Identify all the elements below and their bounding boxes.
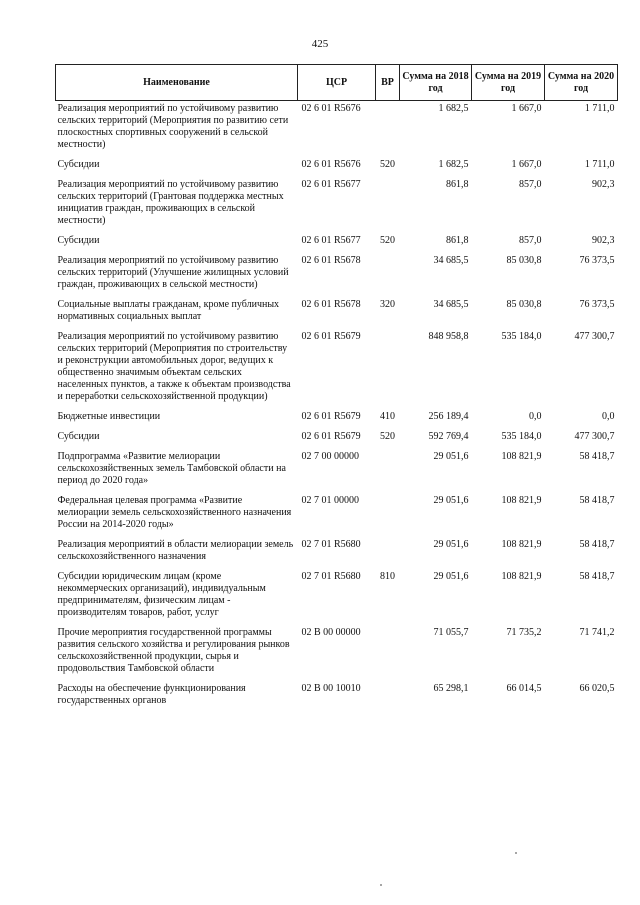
cell-2019: 108 821,9 [501,451,542,462]
cell-vr [376,253,400,297]
cell-2018: 29 051,6 [433,451,469,462]
cell-2020: 58 418,7 [579,451,615,462]
table-row [56,569,618,625]
cell-2018: 861,8 [446,235,469,246]
cell-name: Реализация мероприятий по устойчивому развитию сельских территорий (Мероприятия по развитию сети плоскостных спортивных сооружений в сельской местности) [57,103,289,150]
cell-2020: 477 300,7 [574,431,615,442]
cell-vr: 410 [380,411,395,422]
table-row [56,625,618,681]
cell-vr [376,681,400,713]
cell-2020: 76 373,5 [579,299,615,310]
table-row [56,537,618,569]
cell-2020: 477 300,7 [574,331,615,342]
cell-2019: 857,0 [519,235,542,246]
cell-csr: 02 6 01 R5677 [301,179,361,190]
cell-2018: 861,8 [446,179,469,190]
header-2018: Сумма на 2018 год [400,65,472,101]
cell-csr: 02 6 01 R5678 [301,299,361,310]
cell-2020: 66 020,5 [579,683,615,694]
cell-name: Реализация мероприятий в области мелиорации земель сельскохозяйственного назначения [57,539,294,562]
cell-name: Реализация мероприятий по устойчивому развитию сельских территорий (Мероприятия по строительству и реконструкции автомобильных дорог, ведущих к общественно значимым объектам сельских населенных пунктов, а также к объектам производства и переработки сельскохозяйственной продукции) [57,331,291,402]
cell-2018: 71 055,7 [433,627,469,638]
table-row [56,177,618,233]
cell-2019: 0,0 [529,411,542,422]
cell-2020: 71 741,2 [579,627,615,638]
cell-csr: 02 В 00 10010 [301,683,361,694]
cell-2020: 0,0 [602,411,615,422]
table-row [56,157,618,177]
header-name: Наименование [56,65,298,101]
cell-name: Бюджетные инвестиции [57,411,161,422]
cell-name: Субсидии [57,235,100,246]
cell-2018: 34 685,5 [433,299,469,310]
cell-2019: 85 030,8 [506,299,542,310]
cell-2020: 58 418,7 [579,539,615,550]
table-body [56,101,618,714]
cell-2020: 58 418,7 [579,495,615,506]
cell-csr: 02 6 01 R5679 [301,331,361,342]
cell-vr [376,537,400,569]
cell-2019: 1 667,0 [511,159,542,170]
cell-csr: 02 6 01 R5677 [301,235,361,246]
cell-2018: 256 189,4 [428,411,469,422]
cell-2019: 108 821,9 [501,539,542,550]
table-row [56,329,618,409]
cell-name: Реализация мероприятий по устойчивому развитию сельских территорий (Грантовая поддержка местных инициатив граждан, проживающих в сельской местности) [57,179,284,226]
scan-speck [515,852,517,854]
cell-csr: 02 7 01 R5680 [301,539,361,550]
cell-csr: 02 6 01 R5676 [301,159,361,170]
table-row [56,409,618,429]
cell-2019: 535 184,0 [501,331,542,342]
cell-2018: 34 685,5 [433,255,469,266]
cell-vr [376,493,400,537]
table-row [56,449,618,493]
cell-name: Реализация мероприятий по устойчивому развитию сельских территорий (Улучшение жилищных условий граждан, проживающих в сельской местности) [57,255,289,290]
cell-2020: 1 711,0 [584,159,615,170]
cell-2018: 29 051,6 [433,495,469,506]
cell-2018: 29 051,6 [433,539,469,550]
cell-csr: 02 6 01 R5676 [301,103,361,114]
page-number: 425 [311,38,329,50]
table-header [56,65,618,101]
table-row [56,429,618,449]
table-row [56,493,618,537]
cell-2018: 1 682,5 [438,103,469,114]
cell-2020: 58 418,7 [579,571,615,582]
cell-csr: 02 6 01 R5679 [301,411,361,422]
header-csr: ЦСР [298,65,376,101]
header-2019: Сумма на 2019 год [472,65,545,101]
cell-2020: 902,3 [592,235,615,246]
table-row [56,101,618,158]
header-2020: Сумма на 2020 год [545,65,618,101]
cell-vr [376,449,400,493]
cell-name: Расходы на обеспечение функционирования государственных органов [57,683,246,706]
cell-name: Прочие мероприятия государственной программы развития сельского хозяйства и регулирования рынков сельскохозяйственной продукции, сырья и продовольствия Тамбовской области [57,627,290,674]
cell-2018: 65 298,1 [433,683,469,694]
cell-2019: 857,0 [519,179,542,190]
cell-2018: 1 682,5 [438,159,469,170]
cell-vr: 520 [380,431,395,442]
cell-2018: 592 769,4 [428,431,469,442]
budget-table [55,64,618,713]
cell-vr [376,625,400,681]
cell-vr: 520 [380,235,395,246]
cell-2019: 66 014,5 [506,683,542,694]
cell-csr: 02 7 01 00000 [301,495,359,506]
cell-2020: 1 711,0 [584,103,615,114]
cell-2020: 902,3 [592,179,615,190]
scan-speck [380,884,382,886]
cell-vr [376,177,400,233]
cell-name: Социальные выплаты гражданам, кроме публичных нормативных социальных выплат [57,299,280,322]
cell-2019: 535 184,0 [501,431,542,442]
cell-vr [376,101,400,158]
cell-name: Подпрограмма «Развитие мелиорации сельскохозяйственных земель Тамбовской области на период до 2020 года» [57,451,286,486]
cell-vr: 810 [380,571,395,582]
cell-name: Федеральная целевая программа «Развитие мелиорации земель сельскохозяйственного назначения России на 2014-2020 годы» [57,495,292,530]
cell-2018: 29 051,6 [433,571,469,582]
header-vr: ВР [376,65,400,101]
table-row [56,253,618,297]
cell-2020: 76 373,5 [579,255,615,266]
cell-2019: 71 735,2 [506,627,542,638]
cell-2019: 85 030,8 [506,255,542,266]
cell-2019: 108 821,9 [501,571,542,582]
cell-csr: 02 7 01 R5680 [301,571,361,582]
cell-2019: 1 667,0 [511,103,542,114]
cell-csr: 02 6 01 R5678 [301,255,361,266]
cell-2019: 108 821,9 [501,495,542,506]
cell-name: Субсидии [57,159,100,170]
cell-csr: 02 6 01 R5679 [301,431,361,442]
cell-vr: 520 [380,159,395,170]
cell-csr: 02 7 00 00000 [301,451,359,462]
table-row [56,297,618,329]
cell-name: Субсидии юридическим лицам (кроме некоммерческих организаций), индивидуальным предпринимателям, физическим лицам - производителям товаров, работ, услуг [57,571,266,618]
cell-csr: 02 В 00 00000 [301,627,361,638]
table-row [56,681,618,713]
cell-vr: 320 [380,299,395,310]
cell-vr [376,329,400,409]
cell-2018: 848 958,8 [428,331,469,342]
table-row [56,233,618,253]
cell-name: Субсидии [57,431,100,442]
